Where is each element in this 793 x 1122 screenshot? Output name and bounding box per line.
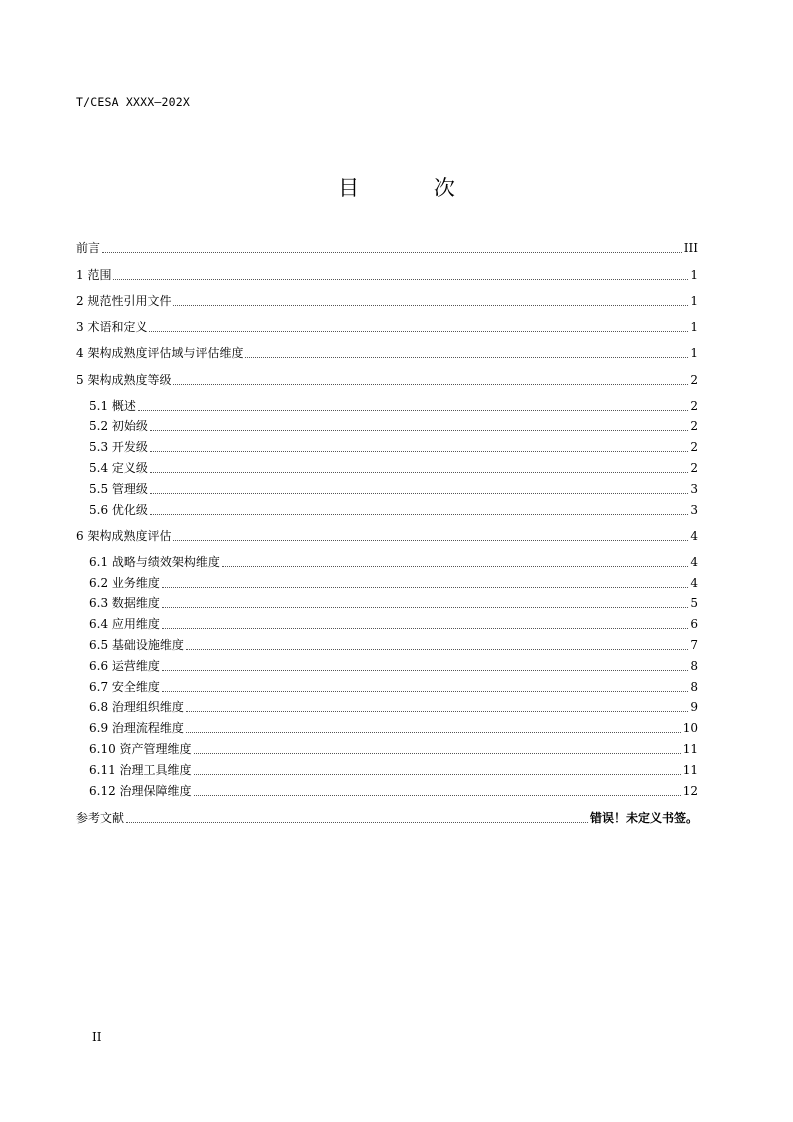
toc-entry-5-1[interactable]	[89, 397, 698, 415]
toc-leader-dots	[245, 356, 688, 358]
toc-leader-dots	[113, 278, 688, 280]
toc-entry-foreword[interactable]	[76, 239, 698, 257]
toc-entry-page: 9	[690, 700, 698, 714]
toc-entry-label: 1 范围	[76, 268, 112, 282]
toc-entry-page: 10	[682, 721, 698, 735]
toc-entry-1[interactable]	[76, 266, 698, 284]
toc-entry-page-error: 错误！未定义书签。	[589, 811, 698, 825]
toc-entry-page: 2	[690, 419, 698, 433]
toc-entry-label: 6.1 战略与绩效架构维度	[89, 555, 220, 569]
toc-entry-page: 1	[690, 320, 698, 334]
page-number: II	[92, 1030, 102, 1044]
toc-leader-dots	[186, 648, 688, 650]
toc-entry-6-9[interactable]	[89, 719, 698, 737]
toc-entry-4[interactable]	[76, 344, 698, 362]
toc-leader-dots	[162, 669, 688, 671]
toc-leader-dots	[150, 513, 688, 515]
toc-entry-page: 7	[690, 638, 698, 652]
toc-entry-label: 5.1 概述	[89, 399, 136, 413]
toc-entry-5-3[interactable]	[89, 438, 698, 456]
toc-leader-dots	[150, 471, 688, 473]
toc-entry-page: 8	[690, 680, 698, 694]
toc-entry-label: 2 规范性引用文件	[76, 294, 172, 308]
toc-leader-dots	[194, 773, 681, 775]
toc-entry-page: 4	[690, 576, 698, 590]
toc-entry-label: 前言	[76, 241, 101, 255]
toc-entry-label: 6.9 治理流程维度	[89, 721, 184, 735]
toc-entry-page: 1	[690, 268, 698, 282]
document-code: T/CESA XXXX—202X	[76, 95, 190, 109]
toc-entry-page: 4	[690, 555, 698, 569]
toc-entry-page: 1	[690, 346, 698, 360]
toc-entry-label: 6.10 资产管理维度	[89, 742, 192, 756]
toc-entry-label: 6.12 治理保障维度	[89, 784, 192, 798]
toc-entry-page: 2	[690, 461, 698, 475]
toc-entry-label: 4 架构成熟度评估域与评估维度	[76, 346, 244, 360]
toc-entry-5[interactable]	[76, 371, 698, 389]
toc-leader-dots	[186, 731, 681, 733]
toc-entry-6-4[interactable]	[89, 615, 698, 633]
toc-leader-dots	[186, 710, 688, 712]
toc-title: 目 次	[338, 176, 489, 200]
toc-entry-6-5[interactable]	[89, 636, 698, 654]
toc-entry-page: 2	[690, 440, 698, 454]
toc-entry-5-5[interactable]	[89, 480, 698, 498]
toc-entry-page: 11	[682, 763, 698, 777]
toc-entry-page: 1	[690, 294, 698, 308]
toc-entry-label: 6.7 安全维度	[89, 680, 160, 694]
toc-entry-6-12[interactable]	[89, 782, 698, 800]
toc-entry-label: 6.11 治理工具维度	[89, 763, 192, 777]
toc-entry-3[interactable]	[76, 318, 698, 336]
toc-entry-label: 6.3 数据维度	[89, 596, 160, 610]
toc-leader-dots	[138, 409, 688, 411]
toc-leader-dots	[162, 586, 688, 588]
toc-entry-page: 6	[690, 617, 698, 631]
toc-leader-dots	[194, 752, 681, 754]
toc-entry-page: 4	[690, 529, 698, 543]
toc-leader-dots	[150, 450, 688, 452]
toc-leader-dots	[149, 330, 688, 332]
toc-entry-label: 5.3 开发级	[89, 440, 148, 454]
toc-entry-label: 6 架构成熟度评估	[76, 529, 172, 543]
toc-leader-dots	[222, 565, 688, 567]
toc-entry-5-4[interactable]	[89, 459, 698, 477]
toc-entry-page: 2	[690, 373, 698, 387]
toc-entry-label: 6.6 运营维度	[89, 659, 160, 673]
toc-entry-page: 12	[682, 784, 698, 798]
toc-leader-dots	[194, 794, 681, 796]
toc-entry-label: 5.2 初始级	[89, 419, 148, 433]
toc-leader-dots	[162, 690, 688, 692]
toc-entry-6-10[interactable]	[89, 740, 698, 758]
toc-entry-5-2[interactable]	[89, 417, 698, 435]
toc-entry-page: 5	[690, 596, 698, 610]
toc-entry-6-8[interactable]	[89, 698, 698, 716]
toc-entry-label: 6.5 基础设施维度	[89, 638, 184, 652]
toc-entry-label: 5 架构成熟度等级	[76, 373, 172, 387]
toc-entry-label: 参考文献	[76, 811, 125, 825]
toc-leader-dots	[126, 821, 588, 823]
toc-entry-6-7[interactable]	[89, 678, 698, 696]
toc-entry-page: 3	[690, 503, 698, 517]
toc-entry-page: 11	[682, 742, 698, 756]
toc-leader-dots	[173, 539, 688, 541]
toc-entry-references[interactable]	[76, 809, 698, 827]
toc-entry-label: 5.5 管理级	[89, 482, 148, 496]
toc-entry-label: 6.8 治理组织维度	[89, 700, 184, 714]
toc-leader-dots	[162, 627, 688, 629]
toc-entry-2[interactable]	[76, 292, 698, 310]
toc-entry-6-6[interactable]	[89, 657, 698, 675]
toc-entry-6-3[interactable]	[89, 594, 698, 612]
toc-entry-6-1[interactable]	[89, 553, 698, 571]
toc-entry-label: 5.6 优化级	[89, 503, 148, 517]
toc-entry-6-2[interactable]	[89, 574, 698, 592]
toc-leader-dots	[150, 429, 688, 431]
toc-entry-label: 5.4 定义级	[89, 461, 148, 475]
toc-leader-dots	[173, 304, 688, 306]
toc-leader-dots	[102, 251, 682, 253]
toc-entry-page: 3	[690, 482, 698, 496]
toc-entry-page: 8	[690, 659, 698, 673]
toc-entry-label: 6.4 应用维度	[89, 617, 160, 631]
toc-entry-page: 2	[690, 399, 698, 413]
table-of-contents	[76, 0, 698, 1122]
toc-entry-label: 3 术语和定义	[76, 320, 148, 334]
toc-leader-dots	[162, 606, 688, 608]
toc-entry-page: III	[683, 241, 698, 255]
toc-entry-label: 6.2 业务维度	[89, 576, 160, 590]
toc-leader-dots	[173, 383, 688, 385]
toc-entry-6[interactable]	[76, 527, 698, 545]
toc-entry-5-6[interactable]	[89, 501, 698, 519]
toc-leader-dots	[150, 492, 688, 494]
toc-entry-6-11[interactable]	[89, 761, 698, 779]
